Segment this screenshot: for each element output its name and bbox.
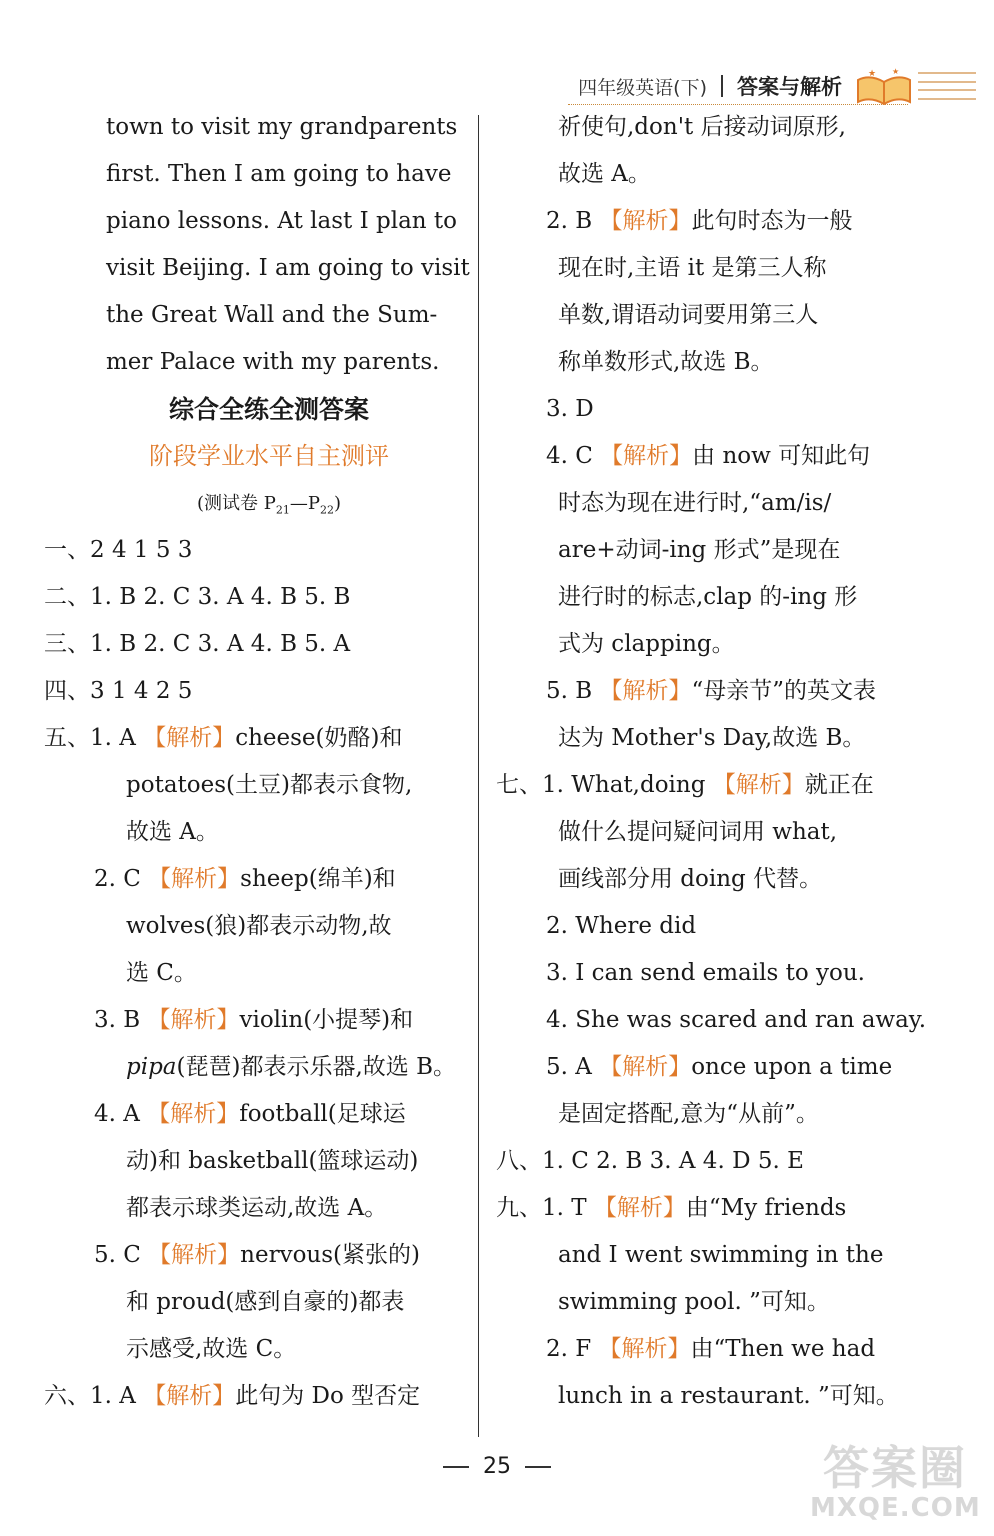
answer-line [496, 809, 896, 856]
answer-text: are+动词-ing 形式”是现在 [558, 537, 841, 563]
answer-line [44, 762, 464, 809]
answer-line [44, 809, 464, 856]
answer-text: 达为 Mother's Day,故选 B。 [558, 725, 866, 751]
page-range [44, 480, 464, 527]
analysis-tag: 【解析】 [598, 1336, 691, 1362]
answer-text: 三、1. B 2. C 3. A 4. B 5. A [44, 631, 351, 657]
answer-line [496, 1232, 896, 1279]
answer-line [496, 997, 927, 1044]
answer-text: 3. I can send emails to you. [546, 960, 865, 986]
answer-text: nervous(紧张的) [240, 1242, 420, 1268]
answer-text: 2. F [546, 1336, 599, 1362]
answer-text: 由“Then we had [690, 1336, 876, 1362]
answer-text: 画线部分用 doing 代替。 [558, 866, 823, 892]
answer-line [44, 1044, 464, 1091]
passage-line: first. Then I am going to have [106, 161, 452, 187]
right-column [496, 104, 927, 1420]
answer-text: 八、1. C 2. B 3. A 4. D 5. E [496, 1148, 804, 1174]
answer-text: 2. Where did [546, 913, 697, 939]
open-book-icon [854, 66, 914, 106]
watermark-text: 答案圈 [823, 1441, 967, 1495]
answer-text: 五、1. A [44, 725, 144, 751]
range-text: (测试卷 P [196, 493, 276, 514]
answer-text: 时态为现在进行时,“am/is/ [558, 490, 832, 516]
answer-text: 故选 A。 [126, 819, 219, 845]
answer-text: 一、2 4 1 5 3 [44, 537, 193, 563]
svg-text:★: ★ [892, 67, 900, 76]
range-sub: 21 [275, 503, 290, 517]
answer-line [44, 1185, 464, 1232]
answer-text: 4. She was scared and ran away. [546, 1007, 927, 1033]
analysis-tag: 【解析】 [600, 443, 693, 469]
answer-text: 称单数形式,故选 B。 [558, 349, 774, 375]
analysis-tag: 【解析】 [143, 1383, 236, 1409]
answer-line [44, 574, 464, 621]
answer-text: 式为 clapping。 [558, 631, 735, 657]
answer-line [44, 1138, 464, 1185]
analysis-tag: 【解析】 [148, 866, 241, 892]
answer-text: 动)和 basketball(篮球运动) [126, 1148, 419, 1174]
answer-line [44, 1373, 464, 1420]
answer-text: sheep(绵羊)和 [240, 866, 396, 892]
passage-line: the Great Wall and the Sum- [106, 302, 438, 328]
answer-text: 5. C [94, 1242, 149, 1268]
answer-text: 故选 A。 [558, 161, 651, 187]
svg-text:★: ★ [868, 69, 877, 79]
answer-text: 此句时态为一般 [691, 208, 853, 234]
book-subject: 四年级英语(下) [578, 76, 707, 99]
answer-line [44, 715, 464, 762]
answer-line [496, 339, 896, 386]
answer-line [44, 903, 464, 950]
passage-line: piano lessons. At last I plan to [106, 208, 458, 234]
answer-text: cheese(奶酪)和 [235, 725, 403, 751]
footer-dash [443, 1466, 469, 1468]
answer-line [496, 1279, 896, 1326]
answer-text: 3. B [94, 1007, 148, 1033]
answer-line [44, 621, 464, 668]
passage-line: town to visit my grandparents [106, 114, 458, 140]
answer-text: 4. C [546, 443, 601, 469]
answer-line [496, 1138, 896, 1185]
answer-text: 2. B [546, 208, 600, 234]
answer-text: (琵琶)都表示乐器,故选 B。 [176, 1054, 456, 1080]
left-answer-rows [44, 527, 464, 1420]
answer-line [496, 1373, 899, 1420]
answer-text: 选 C。 [126, 960, 197, 986]
answer-text: 由 now 可知此句 [692, 443, 871, 469]
answer-line [496, 668, 896, 715]
answer-text: 5. A [546, 1054, 600, 1080]
answer-italic: pipa [126, 1054, 177, 1080]
answer-text: and I went swimming in the [558, 1242, 884, 1268]
answer-text: 是固定搭配,意为“从前”。 [558, 1101, 819, 1127]
answer-line [496, 527, 896, 574]
answer-line [44, 668, 464, 715]
answer-line [496, 715, 896, 762]
answer-text: 现在时,主语 it 是第三人称 [558, 255, 827, 281]
answer-text: 此句为 Do 型否定 [235, 1383, 421, 1409]
header-stripes [918, 72, 976, 100]
answer-text: 由“My friends [685, 1195, 847, 1221]
answer-line [496, 621, 896, 668]
answer-line [496, 104, 896, 151]
answer-text: 进行时的标志,clap 的-ing 形 [558, 584, 858, 610]
answer-line [496, 856, 896, 903]
answer-line [496, 245, 896, 292]
answer-line [496, 574, 896, 621]
answer-text: 4. A [94, 1101, 148, 1127]
answer-line [496, 1326, 896, 1373]
answer-line [496, 1091, 896, 1138]
answer-text: 九、1. T [496, 1195, 594, 1221]
answer-text: swimming pool. ”可知。 [558, 1289, 830, 1315]
answer-line [44, 1326, 464, 1373]
answer-line [496, 1044, 896, 1091]
answer-line [496, 480, 896, 527]
answer-text: 都表示球类运动,故选 A。 [126, 1195, 388, 1221]
answer-text: 2. C [94, 866, 149, 892]
answer-text: 和 proud(感到自豪的)都表 [126, 1289, 405, 1315]
answer-line [496, 151, 896, 198]
analysis-tag: 【解析】 [143, 725, 236, 751]
answer-text: violin(小提琴)和 [239, 1007, 414, 1033]
answer-text: 就正在 [804, 772, 874, 798]
answer-line [44, 1279, 464, 1326]
watermark-url: MXQE.COM [810, 1493, 981, 1523]
answer-text: 5. B [546, 678, 600, 704]
answer-text: potatoes(土豆)都表示食物, [126, 772, 413, 798]
footer-dash [525, 1466, 551, 1468]
range-text: —P [289, 493, 320, 514]
range-text: ) [333, 493, 341, 514]
analysis-tag: 【解析】 [593, 1195, 686, 1221]
page-number: 25 [483, 1454, 511, 1479]
answer-line [496, 433, 896, 480]
section-title: 答案与解析 [737, 75, 842, 99]
passage-line: visit Beijing. I am going to visit [106, 255, 470, 281]
answer-text: 做什么提问疑问词用 what, [558, 819, 838, 845]
analysis-tag: 【解析】 [147, 1007, 240, 1033]
analysis-tag: 【解析】 [599, 1054, 692, 1080]
answer-text: 四、3 1 4 2 5 [44, 678, 193, 704]
answer-text: once upon a time [691, 1054, 893, 1080]
analysis-tag: 【解析】 [599, 678, 692, 704]
answer-line [496, 950, 896, 997]
passage-line: mer Palace with my parents. [106, 349, 440, 375]
header-separator [721, 75, 723, 97]
analysis-tag: 【解析】 [148, 1242, 241, 1268]
answer-text: 二、1. B 2. C 3. A 4. B 5. B [44, 584, 351, 610]
answer-line [44, 950, 464, 997]
answer-text: football(足球运 [239, 1101, 406, 1127]
answer-line [44, 1091, 464, 1138]
answer-line [496, 1185, 896, 1232]
answer-line [44, 527, 464, 574]
answer-line [496, 386, 896, 433]
answer-line [496, 903, 896, 950]
answer-line [44, 997, 464, 1044]
analysis-tag: 【解析】 [147, 1101, 240, 1127]
range-sub: 22 [319, 503, 334, 517]
answer-text: 七、1. What,doing [496, 772, 713, 798]
answer-text: “母亲节”的英文表 [691, 678, 876, 704]
answer-text: 单数,谓语动词要用第三人 [558, 302, 819, 328]
answer-line [44, 1232, 464, 1279]
answer-line [496, 762, 896, 809]
answer-text: lunch in a restaurant. ”可知。 [558, 1383, 899, 1409]
answer-text: 3. D [546, 396, 594, 422]
left-column [44, 104, 470, 1420]
section-heading: 综合全练全测答案 [168, 395, 369, 424]
answer-text: 祈使句,don't 后接动词原形, [558, 114, 846, 140]
page-header [578, 64, 976, 108]
site-watermark-logo [810, 1442, 980, 1526]
column-divider [478, 115, 479, 1437]
answer-line [496, 292, 896, 339]
answer-text: 示感受,故选 C。 [126, 1336, 297, 1362]
test-subheading: 阶段学业水平自主测评 [149, 442, 389, 470]
right-answer-rows [496, 104, 927, 1420]
answer-text: wolves(狼)都表示动物,故 [126, 913, 392, 939]
answer-text: 六、1. A [44, 1383, 144, 1409]
answer-line [496, 198, 896, 245]
answer-line [44, 856, 464, 903]
analysis-tag: 【解析】 [712, 772, 805, 798]
analysis-tag: 【解析】 [599, 208, 692, 234]
